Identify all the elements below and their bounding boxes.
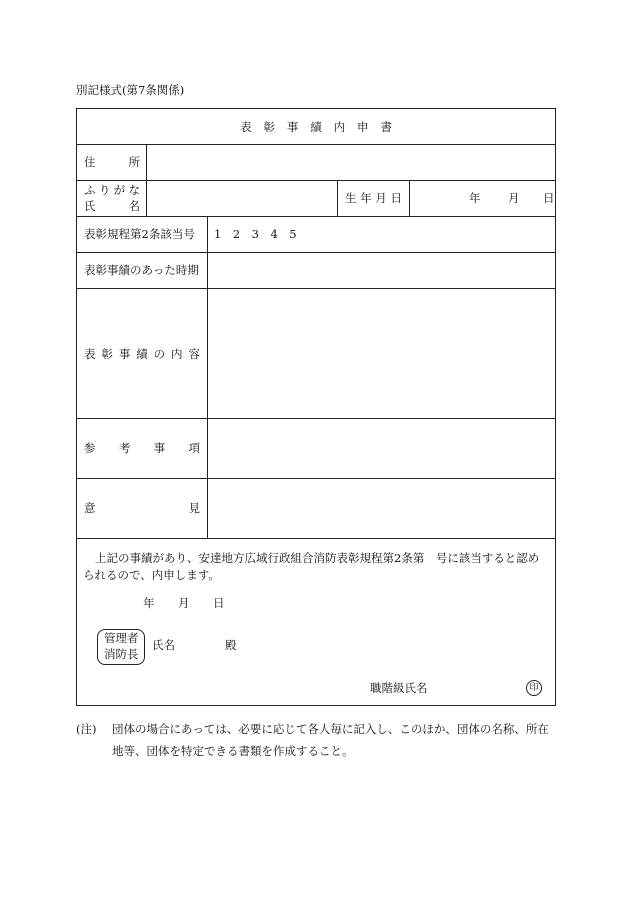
recipient-role-chief: 消防長: [104, 647, 139, 661]
label-char: ふ: [84, 183, 96, 197]
birthdate-field[interactable]: [410, 181, 555, 216]
furigana-label: [84, 185, 140, 197]
label-char: 項: [188, 441, 200, 455]
address-label: [84, 157, 140, 169]
title-char: 彰: [263, 120, 275, 134]
label-char: 内: [171, 347, 183, 361]
date-year: 年: [143, 596, 155, 610]
reference-label: [84, 443, 200, 455]
birthdate-month: 月: [508, 191, 520, 205]
birthdate-day: 日: [543, 191, 555, 205]
column-divider: [337, 180, 338, 216]
period-label: 表彰事績のあった時期: [84, 263, 199, 277]
recipient-honorific: 殿: [225, 638, 237, 652]
declaration-line-1: 上記の事績があり、安達地方広域行政組合消防表彰規程第2条第 号に該当すると認め: [95, 551, 540, 565]
opinion-field[interactable]: [208, 479, 555, 538]
title-char: 内: [333, 120, 346, 134]
label-char: 彰: [101, 347, 113, 361]
content-label: [84, 349, 200, 361]
name-field[interactable]: [147, 181, 337, 216]
form-caption: 別記様式(第7条関係): [76, 83, 185, 97]
opinion-label: [84, 503, 200, 515]
footnote-label: (注): [76, 722, 97, 736]
date-day: 日: [213, 596, 225, 610]
label-char: の: [153, 347, 166, 361]
title-char: 事: [286, 120, 299, 134]
signer-label: 職階級氏名: [370, 681, 428, 695]
label-char: 住: [84, 155, 96, 169]
title-char: 申: [357, 120, 369, 134]
label-char: 名: [128, 199, 140, 213]
reference-field[interactable]: [208, 419, 555, 478]
label-char: な: [128, 183, 140, 197]
label-char: 所: [128, 155, 140, 169]
form-table: [76, 108, 556, 706]
title-char: 績: [310, 120, 322, 134]
birthdate-label: 生 年 月 日: [345, 191, 402, 205]
footnote-text: 団体の場合にあっては、必要に応じて各人毎に記入し、このほか、団体の名称、所在地等、団体を特定できる書類を作成すること。: [112, 722, 549, 758]
date-month: 月: [178, 596, 190, 610]
label-char: 考: [118, 441, 131, 455]
label-char: が: [113, 183, 126, 197]
label-char: 事: [153, 441, 166, 455]
label-char: 容: [188, 347, 200, 361]
seal-icon: 印: [526, 680, 542, 696]
name-label: [84, 201, 140, 213]
label-char: 意: [84, 501, 96, 515]
row-divider: [77, 538, 555, 539]
article-label: 表彰規程第2条該当号: [84, 227, 195, 241]
label-char: 績: [136, 347, 148, 361]
birthdate-year: 年: [469, 191, 481, 205]
title-char: 書: [380, 120, 392, 134]
label-char: 見: [188, 501, 200, 515]
title-char: 表: [240, 120, 252, 134]
label-char: 参: [84, 441, 96, 455]
declaration-line-2: られるので、内申します。: [83, 568, 220, 582]
recipient-role-manager: 管理者: [104, 631, 139, 645]
row-divider: [77, 216, 555, 217]
content-field[interactable]: [208, 289, 555, 418]
form-title: [240, 122, 392, 134]
address-field[interactable]: [147, 145, 555, 180]
label-char: り: [98, 183, 111, 197]
article-options[interactable]: 1 2 3 4 5: [214, 227, 297, 241]
label-char: 氏: [84, 199, 96, 213]
label-char: 事: [118, 347, 131, 361]
label-char: 表: [84, 347, 96, 361]
recipient-name-label: 氏名: [152, 638, 175, 652]
period-field[interactable]: [208, 253, 555, 288]
